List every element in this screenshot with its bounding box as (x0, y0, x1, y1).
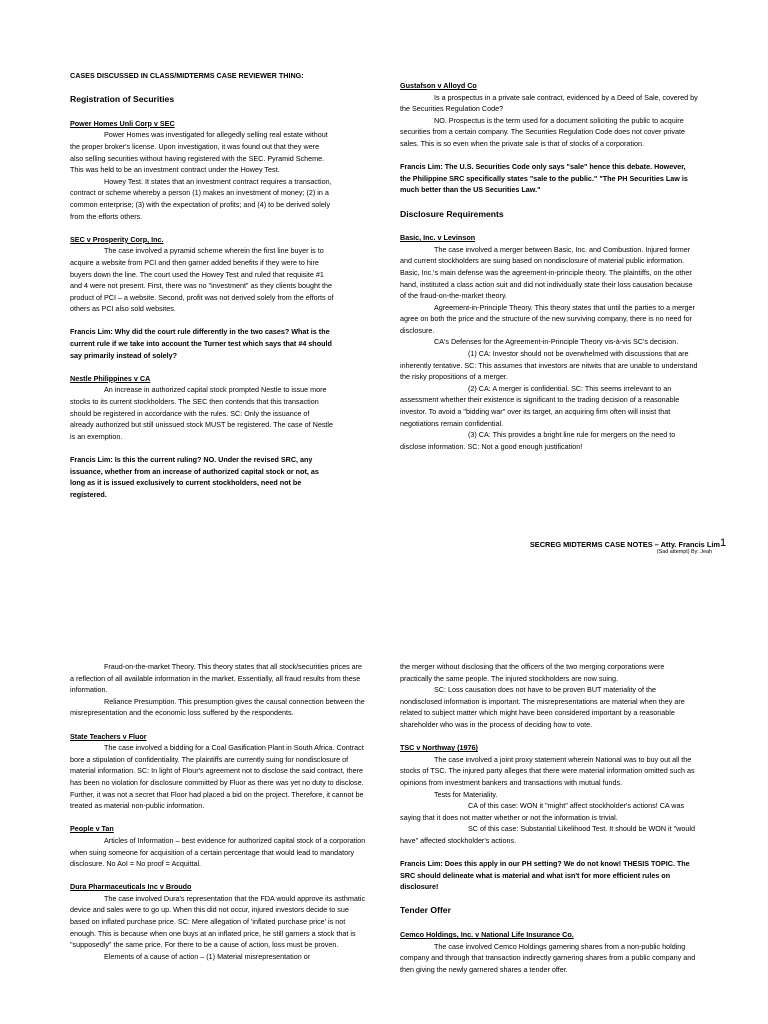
case-paragraph: SC: Loss causation does not have to be proven BUT materiality of the nondisclosed information is important. The misrepresentations are material when they are related to subject matter which might have been considered important by a reasonable shareholder who was in the process of deciding how to vote. (400, 685, 685, 729)
professor-note: Francis Lim: Why did the court rule differently in the two cases? What is the current rule if we take into account the Turner test which says that #4 should say primarily instead of solely? (70, 327, 332, 360)
theory-paragraph: Reliance Presumption. This presumption gives the causal connection between the misrepresentation and the economic loss suffered by the respondents. (70, 696, 365, 718)
case-paragraph: Agreement-in-Principle Theory. This theory states that until the parties to a merger agree on both the price and the structure of the new surviving company, there is no need for disclosure. (400, 302, 695, 335)
footer-title: SECREG MIDTERMS CASE NOTES – Atty. Francis Lim (529, 540, 720, 549)
page1-left-column (70, 70, 334, 525)
case-paragraph: The case involved Dura's representation that the FDA would approve its asthmatic device and sales were to go up. When this did not occur, injured investors decide to sue based on inflated purchase price. SC: Mere allegation of 'inflated purchase price' is not enough. This is because when one buys at an inflated price, he still garners a stock that is "supposedly" the same price. For there to be a cause of action, loss must be proven. (70, 893, 366, 950)
case-title-sec-prosperity: SEC v Prosperity Corp, Inc. (70, 234, 164, 244)
footer-byline: (Sad attempt) By: Jeah (656, 549, 712, 555)
case-title-dura: Dura Pharmaceuticals Inc v Broudo (70, 882, 192, 892)
document-header: CASES DISCUSSED IN CLASS/MIDTERMS CASE REVIEWER THING: (70, 71, 304, 80)
test-item: CA of this case: WON it "might" affect stockholder's actions! CA was saying that it does not matter whether or not the information is trivial. (400, 801, 685, 822)
theory-paragraph: Fraud-on-the-market Theory. This theory states that all stock/securities prices are a reflection of all available information in the market. Essentially, all fraud results from these information. (70, 662, 363, 695)
case-paragraph: Power Homes was investigated for allegedly selling real estate without the proper broker's license. Upon investigation, it was found out that they were also selling securities without having registered with the SEC. Pyramid Scheme. This was held to be an investment contract under the Howey Test. (70, 130, 328, 175)
case-title-tsc-northway: TSC v Northway (1976) (400, 743, 478, 753)
page-number: 1 (720, 537, 727, 549)
section-heading-disclosure: Disclosure Requirements (400, 208, 504, 219)
case-paragraph: The case involved a bidding for a Coal Gasification Plant in South Africa. Contract bore a stipulation of confidentiality. The plaintiffs are currently suing for nondisclosure of material information. SC: In light of Flour's agreement not to disclose the said contract, there has been no violation for disclosure committed by Fluor as there was yet no duty to disclose. Further, it was not a secret that Floor had placed a bid on the project. Therefore, it cannot be treated as material non-public information. (70, 743, 364, 811)
defense-item: (3) CA: This provides a bright line rule for mergers on the need to disclose information. SC: Not a good enough justification! (400, 430, 676, 451)
case-paragraph: Elements of a cause of action – (1) Material misrepresentation or (104, 951, 311, 961)
defense-item: (2) CA: A merger is confidential. SC: This seems irrelevant to an assessment whether their existence is significant to the trading decision of a reasonable investor. To avoid a "bidding war" over its target, an acquiring firm often will insist that negotiations remain confidential. (400, 383, 680, 428)
section-heading-tender-offer: Tender Offer (400, 905, 451, 916)
case-paragraph: Articles of Information – best evidence for authorized capital stock of a corporation when suing someone for acquisition of a certain percentage that would lead to mandatory disclosure. No AoI = No proof = Acquittal. (70, 835, 366, 869)
case-paragraph: NO. Prospectus is the term used for a document soliciting the public to acquire securities from a certain company. The Securities Regulation Code does not cover private sales. This is so even when the private sale is that of stocks of a corporation. (400, 115, 685, 148)
case-paragraph: The case involved a joint proxy statement wherein National was to buy out all the stocks of TSC. The injured party alleges that there were material information omitted such as opinions from investment bankers and transactions with mutual funds. (400, 754, 695, 787)
page1-right-column (400, 80, 698, 525)
page2-left-column (70, 661, 368, 1024)
case-title-power-homes: Power Homes Unli Corp v SEC (70, 118, 175, 128)
case-paragraph: CA's Defenses for the Agreement-in-Principle Theory vis-à-vis SC's decision. (434, 337, 679, 347)
page2-right-column (400, 661, 698, 1024)
case-title-state-teachers: State Teachers v Fluor (70, 731, 147, 741)
professor-note: Francis Lim: The U.S. Securities Code only says "sale" hence this debate. However, the Philippine SRC specifically states "sale to the public." "The PH Securities Law is much better than the US Securities Law." (400, 162, 688, 195)
continued-paragraph: the merger without disclosing that the officers of the two merging corporations were practically the same people. The injured stockholders are now suing. (400, 662, 665, 683)
professor-note: Francis Lim: Does this apply in our PH setting? We do not know! THESIS TOPIC. The SRC should delineate what is material and what isn't for more efficient rules on disclosure! (400, 859, 690, 892)
case-title-gustafson: Gustafson v Alloyd Co (400, 81, 477, 90)
professor-note: Francis Lim: Is this the current ruling? NO. Under the revised SRC, any issuance, whether from an increase of authorized capital stock or not, as long as it is issued exclusively to current stockholders, need not be registered. (70, 455, 319, 499)
defense-item: (1) CA: Investor should not be overwhelmed with discussions that are inherently tentative. SC: This assumes that investors are nitwits that are unable to understand the risky propositions of a merger. (400, 349, 698, 382)
case-title-people-tan: People v Tan (70, 824, 114, 834)
case-title-cemco: Cemco Holdings, Inc. v National Life Insurance Co. (400, 930, 574, 940)
case-paragraph: The case involved a pyramid scheme wherein the first line buyer is to acquire a website from PCI and then garner added benefits if they were to hire buyers down the line. The court used the Howey Test and ruled that requisite #1 and 4 were not present. First, there was no "investment" as they clients bought the product of PCI – a website. Second, profit was not derived solely from the efforts of others as PCI also sold websites. (70, 246, 334, 314)
case-paragraph: The case involved a merger between Basic, Inc. and Combustion. Injured former and current stockholders are suing based on nondisclosure of material public information. Basic, Inc.'s main defense was the agreement-in-principle theory. The plaintiffs, on the other hand, instituted a class action suit and did not individually state their loss causation because of the fraud-on-the-market theory. (400, 244, 693, 301)
case-paragraph: The case involved Cemco Holdings garnering shares from a non-public holding company and through that transaction indirectly garnering shares from a public company and then giving the newly garnered shares a tender offer. (400, 941, 696, 974)
case-paragraph: Tests for Materiality. (434, 789, 498, 799)
section-heading-registration: Registration of Securities (70, 94, 175, 105)
case-title-nestle: Nestle Philippines v CA (70, 373, 151, 383)
case-title-basic-levinson: Basic, Inc. v Levinson (400, 233, 476, 243)
case-paragraph: Is a prospectus in a private sale contract, evidenced by a Deed of Sale, covered by the Securities Regulation Code? (400, 92, 698, 114)
case-paragraph: An increase in authorized capital stock prompted Nestle to issue more stocks to its current stockholders. The SEC then contends that this transaction should be registered in accordance with the rules. SC: Only the issuance of already authorized but still unissued stock MUST be registered. The case of Nestle is an exemption. (70, 385, 334, 441)
test-item: SC of this case: Substantial Likelihood Test. It should be WON it "would have" affected stockholder's actions. (400, 824, 695, 845)
case-paragraph: Howey Test. It states that an investment contract requires a transaction, contract or scheme whereby a person (1) makes an investment of money; (2) in a common enterprise; (3) with the expectation of profits; and (4) to be derived solely from the efforts others. (70, 176, 332, 221)
